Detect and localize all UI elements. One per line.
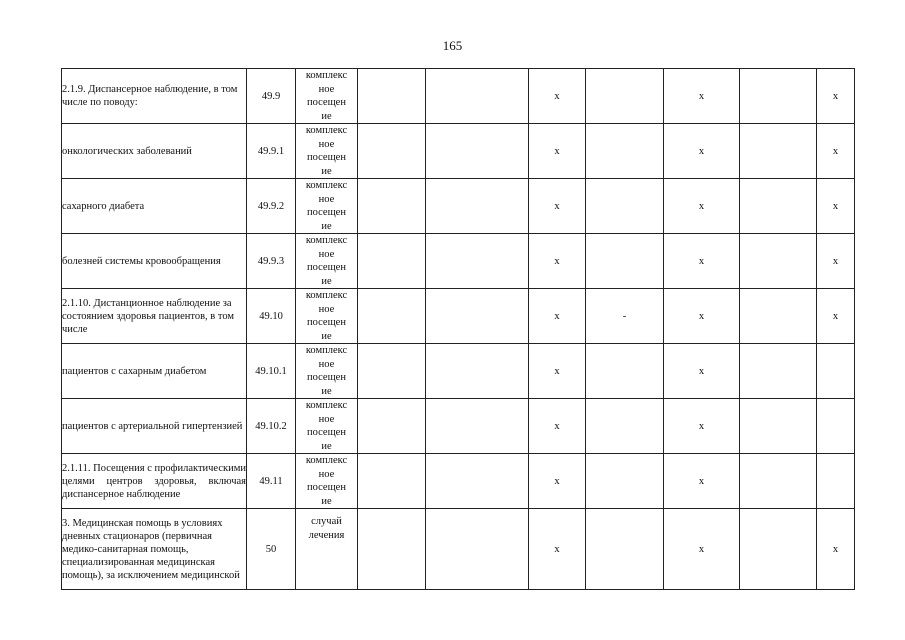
value-cell (426, 399, 529, 454)
value-cell (740, 454, 817, 509)
service-name-cell: сахарного диабета (62, 179, 247, 234)
value-cell: x (664, 69, 740, 124)
row-number-cell: 49.10 (247, 289, 296, 344)
value-cell (740, 179, 817, 234)
table-row (62, 399, 855, 454)
value-cell (426, 69, 529, 124)
row-number-cell: 49.11 (247, 454, 296, 509)
table-row (62, 69, 855, 124)
unit-cell (296, 179, 358, 234)
service-name-cell: 2.1.10. Дистанционное наблюдение за состоянием здоровья пациентов, в том числе (62, 289, 247, 344)
value-cell (358, 69, 426, 124)
unit-text: комплекс ное посещен ие (305, 180, 348, 232)
value-cell: x (529, 289, 586, 344)
unit-text: комплекс ное посещен ие (305, 455, 348, 507)
value-cell: x (664, 399, 740, 454)
row-number-cell: 49.9 (247, 69, 296, 124)
unit-text: комплекс ное посещен ие (305, 70, 348, 122)
row-number-cell: 49.10.1 (247, 344, 296, 399)
value-cell (740, 399, 817, 454)
value-cell: x (817, 69, 855, 124)
value-cell: x (817, 234, 855, 289)
value-cell (426, 289, 529, 344)
unit-text: комплекс ное посещен ие (305, 125, 348, 177)
value-cell (358, 289, 426, 344)
data-table (61, 68, 855, 590)
value-cell: x (817, 179, 855, 234)
service-name-cell: пациентов с артериальной гипертензией (62, 399, 247, 454)
value-cell (586, 69, 664, 124)
unit-cell (296, 454, 358, 509)
table-row (62, 289, 855, 344)
row-number-cell: 49.10.2 (247, 399, 296, 454)
value-cell (586, 454, 664, 509)
value-cell (358, 234, 426, 289)
table-row (62, 179, 855, 234)
value-cell (586, 399, 664, 454)
service-name-cell: онкологических заболеваний (62, 124, 247, 179)
unit-cell (296, 289, 358, 344)
unit-text: случай лечения (308, 516, 345, 541)
value-cell: x (664, 234, 740, 289)
value-cell (586, 179, 664, 234)
row-number-cell: 49.9.2 (247, 179, 296, 234)
row-number-cell: 49.9.1 (247, 124, 296, 179)
value-cell: x (664, 454, 740, 509)
value-cell (426, 454, 529, 509)
value-cell (358, 454, 426, 509)
table-row (62, 509, 855, 590)
service-name-cell: болезней системы кровообращения (62, 234, 247, 289)
value-cell (426, 179, 529, 234)
unit-cell (296, 344, 358, 399)
table-row (62, 454, 855, 509)
value-cell (426, 234, 529, 289)
unit-cell (296, 399, 358, 454)
unit-text: комплекс ное посещен ие (305, 345, 348, 397)
service-name-cell: 2.1.11. Посещения с профилактическими целями центров здоровья, включая диспансерное наблюдение (62, 454, 247, 509)
value-cell (586, 509, 664, 590)
value-cell: x (529, 454, 586, 509)
value-cell: x (664, 124, 740, 179)
value-cell (740, 344, 817, 399)
table-row (62, 234, 855, 289)
table-row (62, 344, 855, 399)
value-cell: x (529, 234, 586, 289)
value-cell (358, 124, 426, 179)
value-cell (817, 344, 855, 399)
value-cell: x (664, 179, 740, 234)
value-cell (586, 344, 664, 399)
value-cell (358, 179, 426, 234)
value-cell (426, 124, 529, 179)
row-number-cell: 50 (247, 509, 296, 590)
value-cell: x (529, 344, 586, 399)
unit-cell (296, 69, 358, 124)
value-cell (740, 509, 817, 590)
value-cell (358, 344, 426, 399)
unit-cell (296, 509, 358, 590)
service-name-cell: пациентов с сахарным диабетом (62, 344, 247, 399)
value-cell: x (664, 344, 740, 399)
value-cell: x (664, 289, 740, 344)
value-cell: x (529, 124, 586, 179)
page-number: 165 (442, 38, 463, 53)
value-cell (817, 454, 855, 509)
value-cell: x (664, 509, 740, 590)
value-cell: x (817, 124, 855, 179)
value-cell (358, 509, 426, 590)
value-cell (740, 289, 817, 344)
unit-text: комплекс ное посещен ие (305, 235, 348, 287)
value-cell (817, 399, 855, 454)
row-number-cell: 49.9.3 (247, 234, 296, 289)
unit-text: комплекс ное посещен ие (305, 400, 348, 452)
value-cell (586, 234, 664, 289)
unit-cell (296, 234, 358, 289)
value-cell (358, 399, 426, 454)
value-cell (740, 234, 817, 289)
value-cell: x (529, 509, 586, 590)
value-cell (586, 124, 664, 179)
value-cell (426, 509, 529, 590)
value-cell (740, 124, 817, 179)
value-cell: x (529, 399, 586, 454)
unit-cell (296, 124, 358, 179)
service-name-cell: 3. Медицинская помощь в условиях дневных стационаров (первичная медико-санитарная помощь, специализированная медицинская помощь), за исключением медицинской (62, 509, 247, 590)
value-cell: x (817, 289, 855, 344)
value-cell (740, 69, 817, 124)
value-cell (426, 344, 529, 399)
unit-text: комплекс ное посещен ие (305, 290, 348, 342)
value-cell: x (817, 509, 855, 590)
service-name-cell: 2.1.9. Диспансерное наблюдение, в том числе по поводу: (62, 69, 247, 124)
value-cell: - (586, 289, 664, 344)
value-cell: x (529, 179, 586, 234)
value-cell: x (529, 69, 586, 124)
table-row (62, 124, 855, 179)
